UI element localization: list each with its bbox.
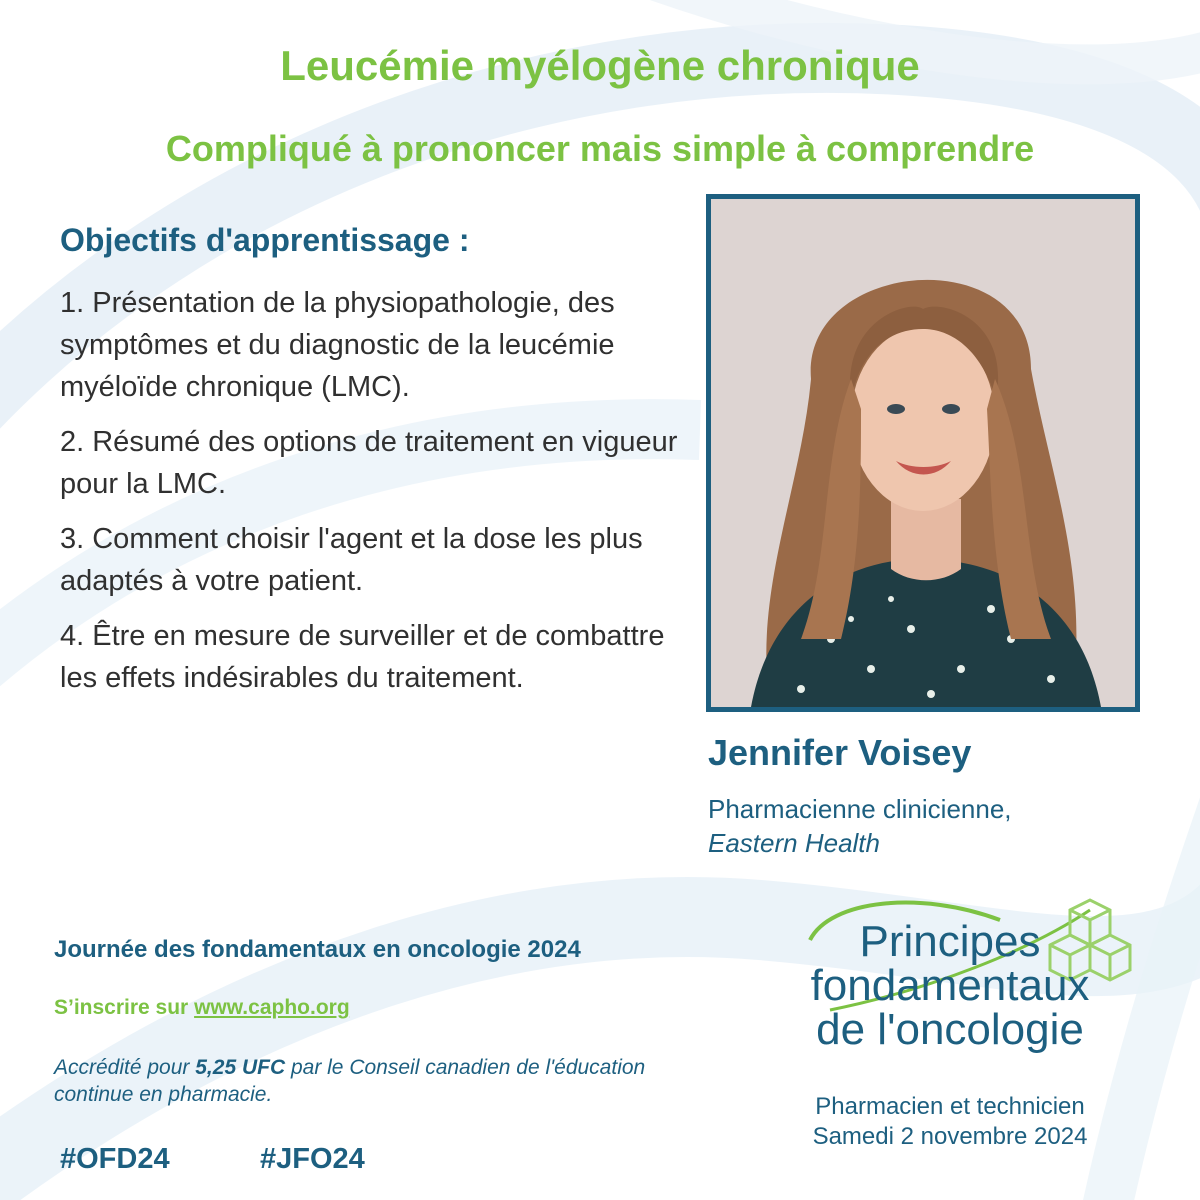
hashtag-jfo24: #JFO24 — [260, 1143, 365, 1175]
accreditation-prefix: Accrédité pour — [54, 1056, 196, 1079]
page-title: Leucémie myélogène chronique — [280, 42, 920, 89]
logo-line-2: fondamentaux — [810, 961, 1090, 1010]
logo-line-3: de l'oncologie — [816, 1005, 1084, 1054]
hashtag-ofd24: #OFD24 — [60, 1143, 170, 1175]
registration-prefix: S’inscrire sur — [54, 996, 195, 1019]
logo-date: Samedi 2 novembre 2024 — [812, 1123, 1088, 1150]
speaker-name: Jennifer Voisey — [708, 732, 972, 773]
accreditation-text — [54, 1054, 674, 1108]
speaker-portrait-illustration — [711, 199, 1135, 707]
logo-wordmark — [780, 917, 1120, 1054]
registration-line — [54, 996, 350, 1020]
objective-item: 4. Être en mesure de surveiller et de combattre les effets indésirables du traitement. — [60, 620, 665, 694]
logo-line-1: Principes — [859, 917, 1041, 966]
accreditation-credits: 5,25 UFC — [195, 1056, 286, 1079]
accreditation-suffix: par le Conseil canadien de l'éducation continue en pharmacie. — [54, 1056, 646, 1106]
logo-subtitle — [780, 1092, 1120, 1152]
objectives-heading: Objectifs d'apprentissage : — [60, 222, 470, 258]
logo-audience: Pharmacien et technicien — [815, 1093, 1085, 1120]
objective-item: 1. Présentation de la physiopathologie, des symptômes et du diagnostic de la leucémie myéloïde chronique (LMC). — [60, 287, 615, 403]
speaker-organization: Eastern Health — [708, 828, 880, 858]
speaker-photo — [706, 194, 1140, 712]
objective-item: 2. Résumé des options de traitement en vigueur pour la LMC. — [60, 426, 678, 500]
objective-item: 3. Comment choisir l'agent et la dose les plus adaptés à votre patient. — [60, 523, 643, 597]
page-subtitle: Compliqué à prononcer mais simple à comprendre — [165, 128, 1035, 169]
objectives-list — [60, 282, 680, 712]
speaker-role: Pharmacienne clinicienne, — [708, 794, 1012, 824]
capho-website-link[interactable]: www.capho.org — [194, 996, 350, 1019]
event-name: Journée des fondamentaux en oncologie 2024 — [54, 936, 581, 963]
